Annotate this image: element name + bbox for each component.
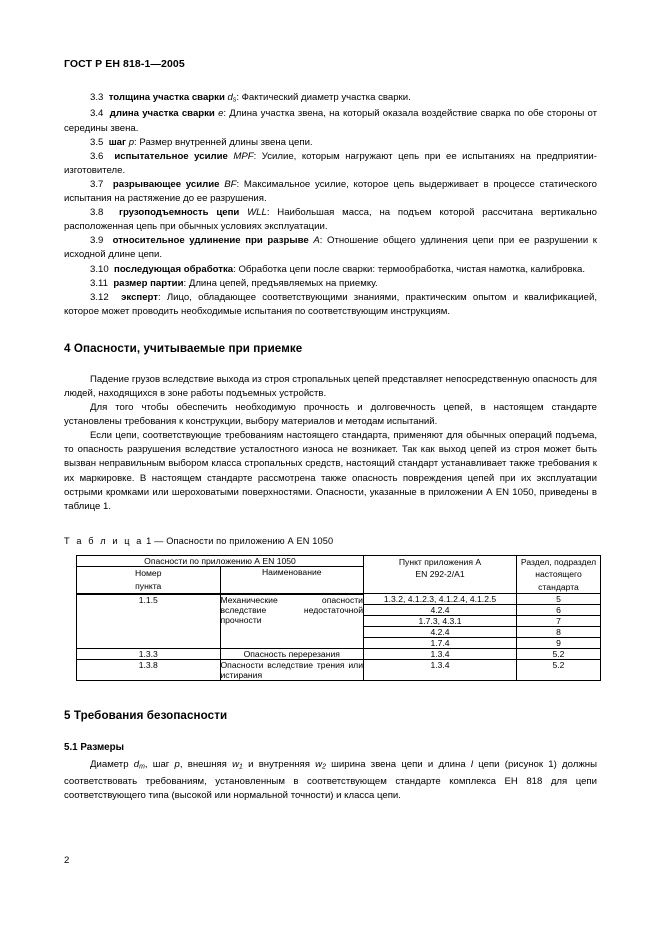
header-item-name: Наименование — [220, 567, 364, 594]
cell-clause: 1.3.4 — [364, 660, 517, 681]
hazards-table-head — [77, 555, 601, 594]
table-caption-prefix: Т а б л и ц а — [64, 535, 144, 546]
symbol-p: p — [174, 759, 180, 771]
cell-item-number: 1.1.5 — [77, 594, 221, 649]
term-definition: : Усилие, которым нагружают цепь при ее испытаниях на предприятии-изготовителе. — [64, 150, 597, 176]
section-4-heading-wrap — [64, 342, 597, 355]
page-content — [64, 58, 597, 803]
term-label: относительное удлинение при разрыве — [112, 235, 309, 247]
para-text-3: , внешняя — [179, 759, 233, 771]
para-text-6: цепи (рисунок 1) должны соответствовать требованиям, установленным в соответствующем стандарте комплекса ЕН 818 для цепи соответствующего типа (высокой или нормальной точности) и класса цепи. — [64, 759, 597, 801]
table-row — [77, 594, 601, 605]
term-number: 3.6 — [90, 150, 104, 162]
header-clause-line-2: EN 292-2/A1 — [415, 569, 465, 580]
term-label: грузоподъемность цепи — [118, 207, 240, 219]
term-definition: : Длина цепей, предъявляемых на приемку. — [183, 277, 378, 289]
header-section-standard — [517, 555, 601, 594]
cell-section: 5.2 — [517, 660, 601, 681]
cell-clause: 1.3.4 — [364, 649, 517, 660]
section-5-heading: 5 Требования безопасности — [64, 709, 228, 723]
term-label: испытательное усилие — [114, 150, 228, 162]
cell-item-name: Опасности вследствие трения или истирания — [220, 660, 363, 681]
table-caption-dash: — — [154, 535, 164, 546]
document-header: ГОСТ Р ЕН 818-1—2005 — [64, 58, 185, 70]
section-5-1-heading-wrap — [64, 742, 597, 753]
section-4-paragraph-2: Для того чтобы обеспечить необходимую прочность и долговечность цепей, в настоящем стандарте установлены требования к конструкции, выбору материалов и методам испытаний. — [64, 402, 597, 428]
table-caption-number: 1 — [146, 535, 152, 546]
symbol-l: l — [470, 759, 474, 771]
term-symbol: e — [218, 108, 224, 120]
term-label: эксперт — [121, 291, 158, 303]
term-definition: : Фактический диаметр участка сварки. — [236, 92, 411, 103]
term-entry-3-5 — [64, 136, 597, 150]
para-text-1: Диаметр — [90, 759, 134, 771]
term-number: 3.9 — [90, 235, 104, 247]
term-entry-3-3 — [64, 91, 597, 107]
cell-clause: 4.2.4 — [364, 627, 517, 638]
term-definition: : Обработка цепи после сварки: термообработка, чистая намотка, калибровка. — [233, 263, 586, 275]
cell-clause: 1.7.3, 4.3.1 — [364, 616, 517, 627]
header-number-line-1: Номер — [135, 568, 162, 579]
hazards-table-body — [77, 594, 601, 681]
symbol-w1: $w_1$ — [232, 759, 243, 771]
cell-item-number: 1.3.3 — [77, 649, 221, 660]
term-entry-3-12 — [64, 291, 597, 319]
term-definition: : Размер внутренней длины звена цепи. — [134, 136, 313, 148]
symbol-w2: $w_2$ — [315, 759, 326, 771]
table-row — [77, 649, 601, 660]
term-number: 3.7 — [90, 178, 104, 190]
cell-section: 8 — [517, 627, 601, 638]
cell-clause: 1.3.2, 4.1.2.3, 4.1.2.4, 4.1.2.5 — [364, 594, 517, 605]
para-text-2: , шаг — [144, 759, 175, 771]
term-label: последующая обработка — [114, 263, 234, 275]
term-entry-3-8 — [64, 206, 597, 234]
term-entry-3-11 — [64, 277, 597, 291]
section-5-1-heading: 5.1 Размеры — [64, 742, 124, 754]
term-definition: : Отношение общего удлинения цепи при ее разрушении к исходной длине цепи. — [64, 235, 598, 261]
term-entry-3-7 — [64, 178, 597, 206]
cell-section: 7 — [517, 616, 601, 627]
term-number: 3.12 — [90, 291, 109, 303]
term-label: шаг — [108, 136, 127, 148]
term-number: 3.3 — [90, 92, 104, 103]
symbol-dm: $d_m$ — [133, 759, 145, 771]
table-header-row-group — [77, 555, 601, 566]
header-clause-annex-a — [364, 555, 517, 594]
header-clause-line-1: Пункт приложения А — [398, 556, 482, 567]
cell-section: 5 — [517, 594, 601, 605]
table-caption-text: Опасности по приложению А EN 1050 — [166, 535, 334, 546]
term-definition: : Длина участка звена, на который оказала воздействие сварка по обе стороны от середины звена. — [64, 108, 597, 134]
cell-clause: 4.2.4 — [364, 605, 517, 616]
hazards-table — [76, 555, 601, 682]
term-entry-3-9 — [64, 234, 597, 262]
term-number: 3.10 — [90, 263, 109, 275]
cell-section: 6 — [517, 605, 601, 616]
page-number: 2 — [64, 855, 70, 866]
section-5-1-paragraph — [64, 758, 597, 803]
terms-list — [64, 91, 597, 319]
term-number: 3.4 — [90, 108, 104, 120]
term-entry-3-10 — [64, 263, 597, 277]
section-4-paragraph-3: Если цепи, соответствующие требованиям настоящего стандарта, применяют для обычных операций подъема, то опасность разрушения вследствие усталостного износа не возникает. Так как выход цепей из строя может быть вызван неправильным выбором класса стропальных средств, настоящий стандарт устанавливает также требования к их маркировке. В настоящем стандарте рассмотрена также опасность повреждения цепей при их эксплуатации острыми кромками или шероховатыми поверхностями. Опасности, указанные в приложении А EN 1050, приведены в таблице 1. — [64, 430, 597, 512]
table-1-caption — [64, 536, 597, 546]
term-label: разрывающее усилие — [112, 178, 220, 190]
term-symbol: MPF — [233, 150, 254, 162]
term-label: толщина участка сварки — [108, 92, 225, 103]
cell-item-name: Механические опасности вследствие недостаточной прочности — [220, 594, 364, 649]
section-5-heading-wrap — [64, 709, 597, 722]
term-number: 3.8 — [90, 207, 104, 219]
section-4-paragraph-1: Падение грузов вследствие выхода из строя стропальных цепей представляет непосредственную опасность для людей, находящихся в зоне работы подъемных устройств. — [64, 373, 597, 399]
header-section-line-1: Раздел, подраздел — [520, 556, 597, 567]
term-entry-3-4 — [64, 107, 597, 135]
term-entry-3-6 — [64, 150, 597, 178]
header-item-number — [77, 567, 221, 594]
para-text-5: ширина звена цепи и длина — [325, 759, 471, 771]
section-4-body — [64, 373, 597, 514]
term-definition: : Максимальное усилие, которое цепь выдерживает в процессе статического испытания на растяжение до ее разрушения. — [64, 178, 597, 205]
para-text-4: и внутренняя — [242, 759, 316, 771]
header-number-line-2: пункта — [135, 580, 162, 591]
term-label: длина участка сварки — [109, 108, 215, 120]
term-label: размер партии — [113, 277, 184, 289]
cell-section: 9 — [517, 638, 601, 649]
term-definition: : Наибольшая масса, на подъем которой рассчитана вертикально расположенная цепь при обычных условиях эксплуатации. — [64, 207, 597, 233]
table-row — [77, 660, 601, 681]
term-symbol: BF — [224, 178, 237, 190]
cell-clause: 1.7.4 — [364, 638, 517, 649]
section-4-heading: 4 Опасности, учитываемые при приемке — [64, 341, 303, 355]
term-symbol: A — [313, 235, 320, 247]
term-symbol: WLL — [247, 207, 267, 219]
cell-item-number: 1.3.8 — [77, 660, 221, 681]
term-number: 3.5 — [90, 136, 104, 148]
cell-section: 5.2 — [517, 649, 601, 660]
term-number: 3.11 — [90, 277, 108, 289]
header-group-annex-a: Опасности по приложению А EN 1050 — [77, 555, 364, 566]
term-symbol: $d_s$ — [227, 92, 237, 104]
term-symbol: p — [128, 136, 135, 148]
header-section-line-2: настоящего стандарта — [535, 569, 582, 592]
term-definition: : Лицо, обладающее соответствующими знаниями, практическим опытом и квалификацией, которое может проводить необходимые испытания по соответствующим инструкциям. — [64, 291, 597, 317]
cell-item-name: Опасность перерезания — [220, 649, 364, 660]
